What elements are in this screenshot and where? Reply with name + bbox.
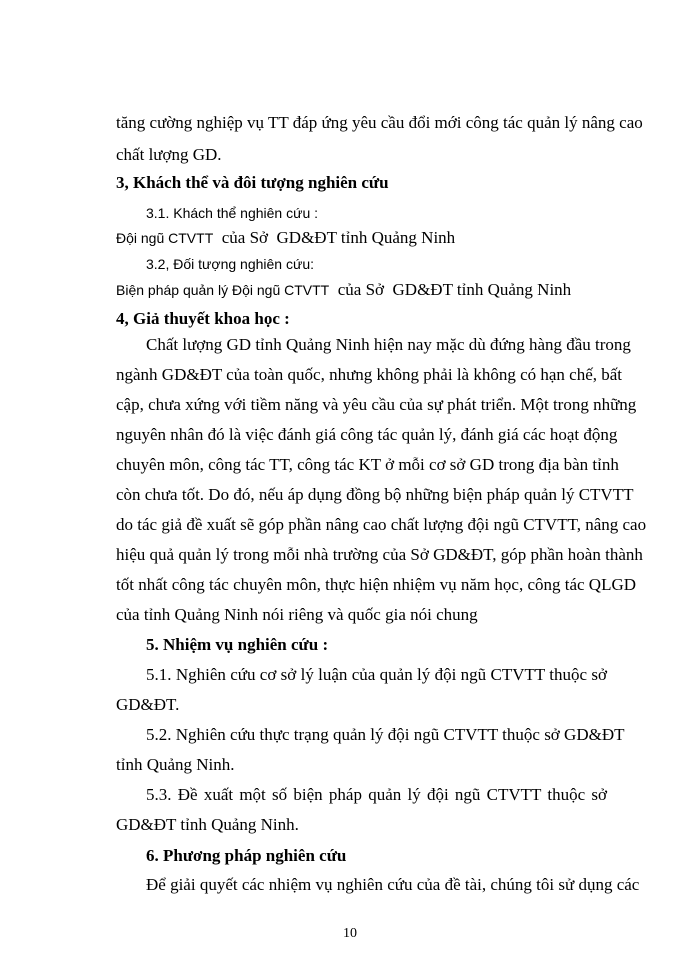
subsection-3-1-text (116, 227, 455, 249)
section-4-heading: 4, Giả thuyết khoa học : (116, 309, 290, 328)
task-5-1-line: GD&ĐT. (116, 695, 180, 714)
paragraph-line: chất lượng GD. (116, 145, 222, 164)
section-3-heading: 3, Khách thể và đôi tượng nghiên cứu (116, 173, 389, 192)
task-5-2-line: 5.2. Nghiên cứu thực trạng quản lý đội ngũ CTVTT thuộc sở GD&ĐT (146, 725, 625, 744)
paragraph-line: của tỉnh Quảng Ninh nói riêng và quốc gia nói chung (116, 605, 478, 624)
subsection-3-2-org: của Sở GD&ĐT tỉnh Quảng Ninh (329, 280, 572, 299)
paragraph-line: nguyên nhân đó là việc đánh giá công tác quản lý, đánh giá các hoạt động (116, 425, 618, 444)
paragraph-line: Chất lượng GD tỉnh Quảng Ninh hiện nay mặc dù đứng hàng đầu trong (146, 335, 631, 354)
task-5-1-line: 5.1. Nghiên cứu cơ sở lý luận của quản lý đội ngũ CTVTT thuộc sở (146, 665, 607, 684)
subsection-3-1-label: 3.1. Khách thể nghiên cứu : (146, 205, 319, 221)
task-5-3-line: 5.3. Đề xuất một số biện pháp quản lý đội ngũ CTVTT thuộc sở (146, 785, 607, 804)
page-number: 10 (343, 926, 357, 941)
section-5-heading: 5. Nhiệm vụ nghiên cứu : (146, 635, 329, 654)
task-5-3-line: GD&ĐT tỉnh Quảng Ninh. (116, 815, 299, 834)
paragraph-line: cập, chưa xứng với tiềm năng và yêu cầu của sự phát triển. Một trong những (116, 395, 637, 414)
subsection-3-2-subject: Biện pháp quản lý Đội ngũ CTVTT (116, 282, 330, 298)
subsection-3-1-subject: Đội ngũ CTVTT (116, 230, 214, 246)
paragraph-line: ngành GD&ĐT của toàn quốc, nhưng không phải là không có hạn chế, bất (116, 365, 623, 384)
subsection-3-2-label: 3.2, Đối tượng nghiên cứu: (146, 256, 315, 272)
subsection-3-2-text (116, 279, 571, 301)
paragraph-line: tăng cường nghiệp vụ TT đáp ứng yêu cầu đổi mới công tác quản lý nâng cao (116, 113, 643, 132)
task-5-2-line: tỉnh Quảng Ninh. (116, 755, 235, 774)
paragraph-line: hiệu quả quản lý trong mỗi nhà trường của Sở GD&ĐT, góp phần hoàn thành (116, 545, 643, 564)
section-6-heading: 6. Phương pháp nghiên cứu (146, 846, 347, 865)
paragraph-line: chuyên môn, công tác TT, công tác KT ở mỗi cơ sở GD trong địa bàn tỉnh (116, 455, 619, 474)
paragraph-line: tốt nhất công tác chuyên môn, thực hiện nhiệm vụ năm học, công tác QLGD (116, 575, 637, 594)
subsection-3-1-org: của Sở GD&ĐT tỉnh Quảng Ninh (213, 228, 456, 247)
paragraph-line: Để giải quyết các nhiệm vụ nghiên cứu của đề tài, chúng tôi sử dụng các (146, 875, 640, 894)
paragraph-line: do tác giả đề xuất sẽ góp phần nâng cao chất lượng đội ngũ CTVTT, nâng cao (116, 515, 647, 534)
paragraph-line: còn chưa tốt. Do đó, nếu áp dụng đồng bộ những biện pháp quản lý CTVTT (116, 485, 634, 504)
